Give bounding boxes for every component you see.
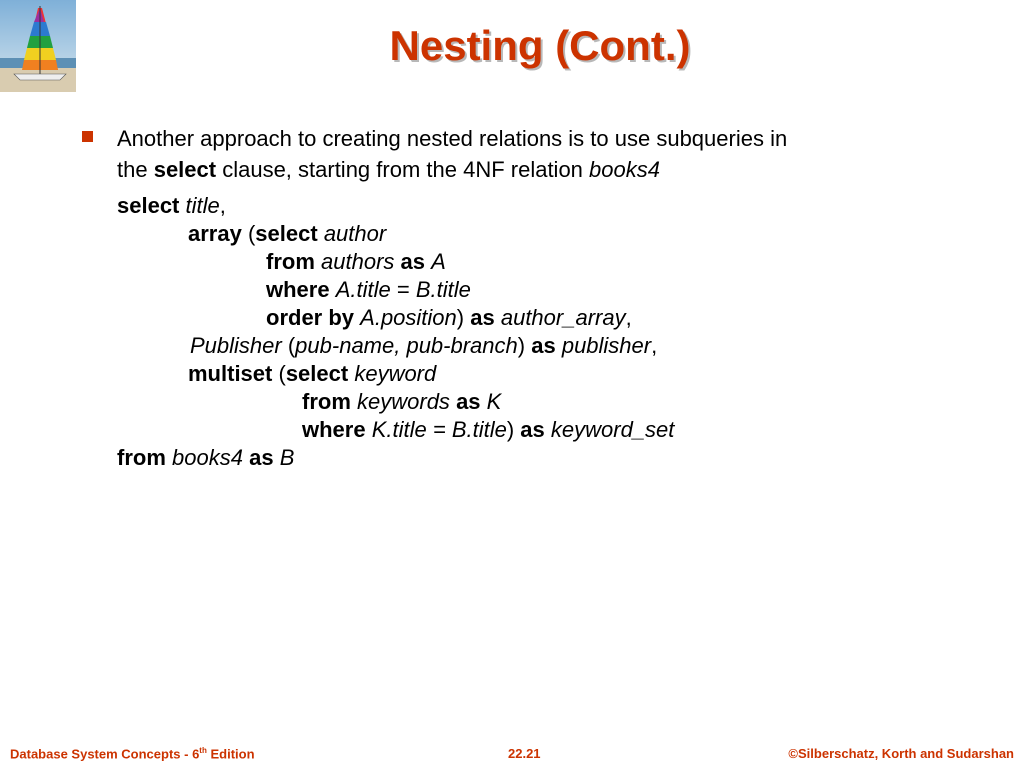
code-identifier: authors	[321, 249, 395, 274]
code-identifier: title	[185, 193, 220, 218]
code-identifier: keyword	[354, 361, 437, 386]
slide-title: Nesting (Cont.)	[389, 22, 691, 69]
code-keyword: order by	[266, 305, 355, 330]
code-line-5	[266, 304, 632, 332]
code-line-9	[302, 416, 674, 444]
code-line-1	[117, 192, 226, 220]
code-punct: (	[272, 361, 286, 386]
code-keyword: select	[255, 221, 318, 246]
code-identifier: pub-name, pub-branch	[295, 333, 518, 358]
code-line-6	[190, 332, 657, 360]
code-keyword: where	[266, 277, 330, 302]
code-line-8	[302, 388, 501, 416]
code-punct: ,	[651, 333, 658, 358]
square-bullet-icon	[82, 131, 93, 142]
code-keyword: multiset	[188, 361, 273, 386]
code-punct: ,	[219, 193, 226, 218]
footer-text: Edition	[206, 746, 255, 762]
footer-page-number: 22.21	[508, 746, 541, 761]
intro-line-1: Another approach to creating nested relations is to use subqueries in	[117, 126, 788, 151]
intro-paragraph	[117, 123, 917, 185]
code-keyword: as	[249, 445, 274, 470]
code-line-2	[188, 220, 386, 248]
code-keyword: array	[188, 221, 242, 246]
code-identifier: author	[323, 221, 387, 246]
code-keyword: select	[117, 193, 180, 218]
code-punct: (	[241, 221, 256, 246]
code-identifier: Publisher	[190, 333, 282, 358]
code-identifier: keywords	[357, 389, 450, 414]
code-identifier: books4	[172, 445, 243, 470]
intro-text: clause, starting from the 4NF relation	[216, 157, 590, 182]
code-identifier: K	[486, 389, 502, 414]
code-identifier: keyword_set	[550, 417, 675, 442]
code-punct: =	[390, 277, 416, 302]
code-punct: )	[456, 305, 471, 330]
code-punct: )	[517, 333, 532, 358]
keyword-select: select	[153, 157, 217, 182]
code-keyword: from	[302, 389, 351, 414]
code-punct: ,	[625, 305, 632, 330]
code-identifier: K.title = B.title	[371, 417, 507, 442]
code-keyword: from	[117, 445, 166, 470]
code-keyword: from	[266, 249, 315, 274]
footer-copyright: ©Silberschatz, Korth and Sudarshan	[788, 746, 1014, 761]
code-identifier: B	[279, 445, 295, 470]
code-line-4	[266, 276, 471, 304]
code-identifier: author_array	[500, 305, 626, 330]
code-keyword: as	[520, 417, 545, 442]
code-keyword: where	[302, 417, 366, 442]
code-line-3	[266, 248, 446, 276]
code-keyword: as	[456, 389, 481, 414]
intro-text: the	[117, 157, 154, 182]
code-punct: )	[506, 417, 521, 442]
code-identifier: publisher	[561, 333, 652, 358]
code-identifier: B.title	[415, 277, 471, 302]
code-identifier: A	[431, 249, 446, 274]
code-identifier: A.position	[360, 305, 457, 330]
code-keyword: select	[285, 361, 349, 386]
code-keyword: as	[531, 333, 556, 358]
code-punct: (	[281, 333, 296, 358]
footer-text: Database System Concepts - 6	[10, 746, 200, 762]
code-identifier: A.title	[335, 277, 391, 302]
code-line-7	[188, 360, 436, 388]
code-keyword: as	[400, 249, 426, 274]
code-line-10	[117, 444, 294, 472]
relation-name: books4	[589, 157, 660, 182]
code-keyword: as	[470, 305, 495, 330]
footer-book-title	[10, 746, 255, 761]
footer-superscript: th	[199, 746, 207, 755]
